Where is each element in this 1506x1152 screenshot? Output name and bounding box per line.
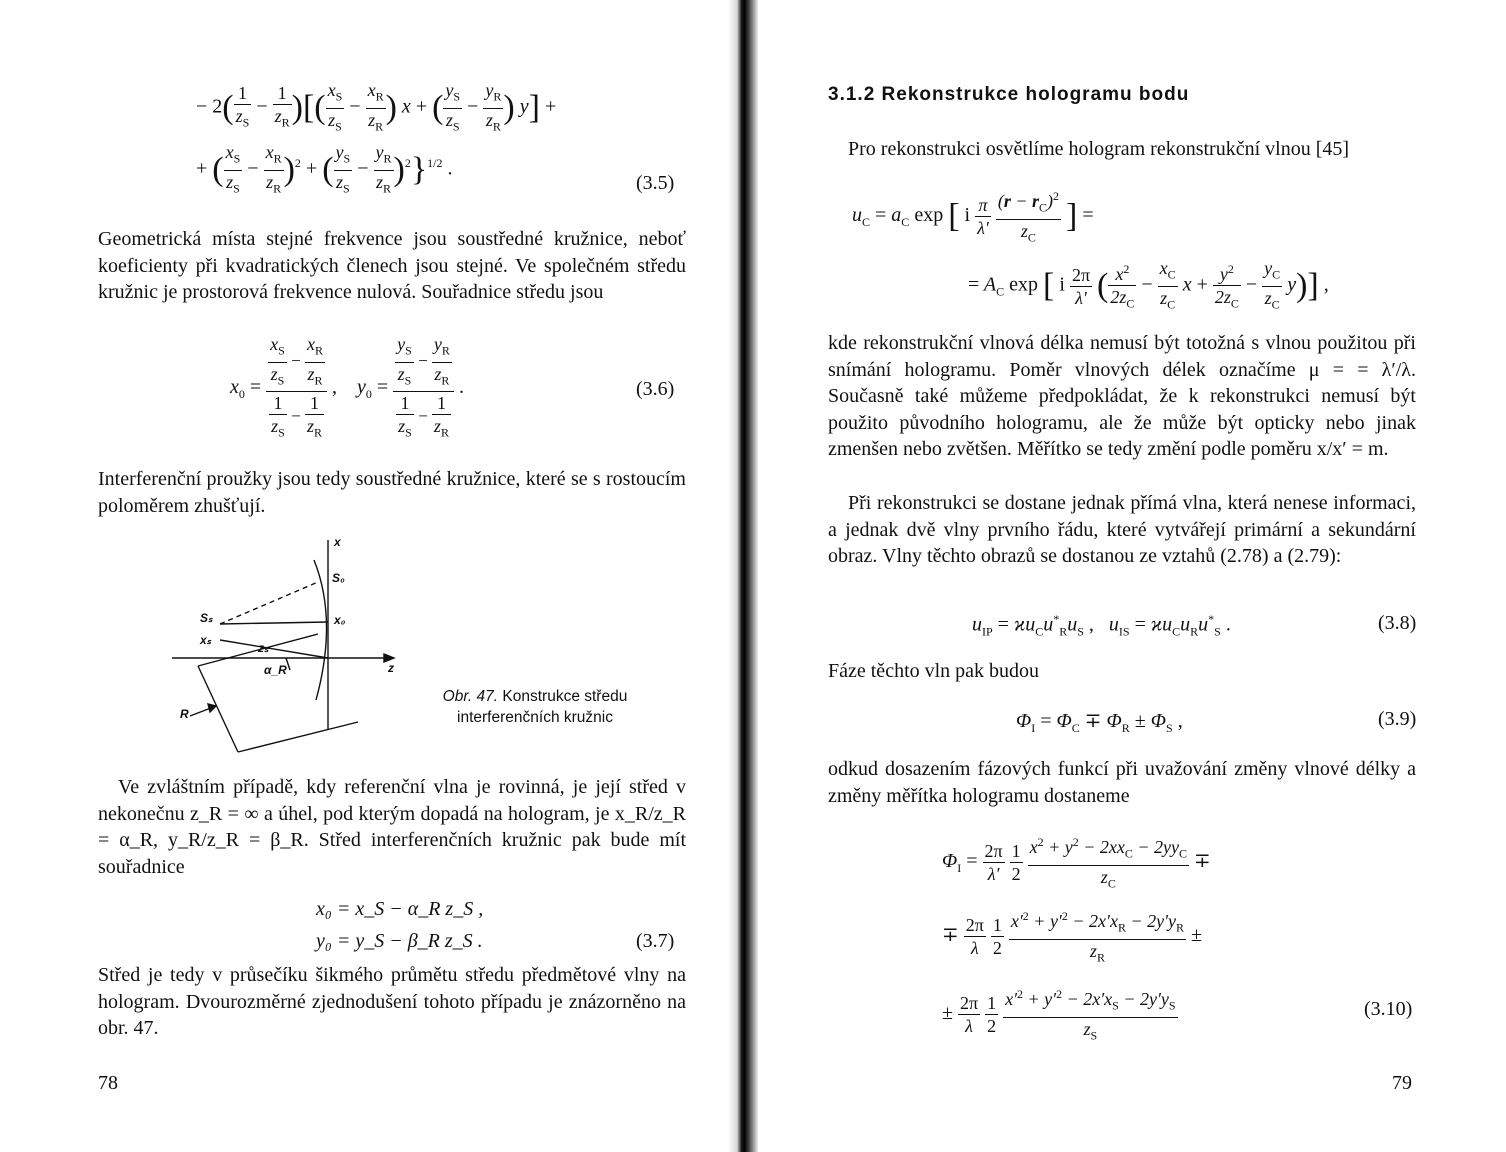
equation-3-10-line1: $\Phi_I$ = $\frac{2\pi}{\lambda'}$ $\frac{1}{2}$ $\frac{x^2 + y^2 - 2xx_C - 2yy_C}{z_C}$ ∓ bbox=[942, 832, 1211, 893]
label-Ss: Sₛ bbox=[200, 611, 213, 625]
paragraph: Interferenční proužky jsou tedy soustředné kružnice, které se s rostoucím poloměrem zhušťují. bbox=[98, 468, 686, 517]
equation-uc-line2: = $A_C$ exp [ i $\frac{2\pi}{\lambda'}$ ( $\frac{x^2}{2z_C}$ − $\frac{x_C}{z_C}$ x + $\frac{y^2}{2z_C}$ − $\frac{y_C}{z_C}$ y)] , bbox=[968, 258, 1329, 312]
reference-line bbox=[220, 622, 328, 624]
figure-47 bbox=[168, 530, 408, 770]
paragraph: kde rekonstrukční vlnová délka nemusí být totožná s vlnou použitou při snímání hologramu. Poměr vlnových délek označíme μ = = λ′/λ. Současně také můžeme předpokládat, že k rekonstrukci nemusí být použito původního hologramu, ale že může být opticky nebo jinak zmenšen nebo zvětšen. Měřítko se tedy změní podle poměru x/x′ = m. bbox=[828, 332, 1416, 460]
equation-3-6: $x_0$ = $\frac{x_S}{z_S}$ − $\frac{x_R}{z_R}$ $\frac{1}{z_S}$ − $\frac{1}{z_R}$ , $y_0$ = $\frac{y_S}{z_S}$ − $\frac{y_R}{z_R}$ $\frac{1}{z_S}$ − $\frac{1}{z_R}$ . bbox=[230, 334, 464, 440]
wave-left bbox=[198, 666, 238, 752]
paragraph: Střed je tedy v průsečíku šikmého průmětu středu předmětové vlny na hologram. Dvourozměrné zjednodušení tohoto případu je znázorněno na obr. 47. bbox=[98, 964, 686, 1039]
equation-number: (3.7) bbox=[636, 930, 675, 952]
label-x: x bbox=[334, 535, 341, 549]
label-xs: xₛ bbox=[200, 633, 212, 647]
equation-3-9: $\Phi_I = \Phi_C \mp \Phi_R \pm \Phi_S$ , bbox=[1016, 710, 1183, 735]
figure-caption bbox=[420, 686, 650, 728]
paragraph: odkud dosazením fázových funkcí při uvažování změny vlnové délky a změny měřítka hologramu dostaneme bbox=[828, 758, 1416, 807]
equation-3-10-line2: ∓ $\frac{2\pi}{\lambda}$ $\frac{1}{2}$ $\frac{x'^2 + y'^2 - 2x'x_R - 2y'y_R}{z_R}$ ± bbox=[942, 906, 1202, 967]
page-number: 79 bbox=[1392, 1072, 1412, 1094]
equation-number: (3.8) bbox=[1378, 612, 1417, 634]
paragraph: Při rekonstrukci se dostane jednak přímá vlna, která nenese informaci, a jednak dvě vlny prvního řádu, které vytvářejí primární a sekundární obraz. Vlny těchto obrazů se dostanou ze vztahů (2.78) a (2.79): bbox=[828, 492, 1416, 567]
equation-number: (3.9) bbox=[1378, 708, 1417, 730]
equation-number: (3.5) bbox=[636, 172, 675, 194]
hologram-curve bbox=[314, 560, 327, 700]
paragraph: Ve zvláštním případě, kdy referenční vlna je rovinná, je její střed v nekonečnu z_R = ∞ a úhel, pod kterým dopadá na hologram, je x_R/z_R = α_R, y_R/z_R = β_R. Střed interferenčních kružnic pak bude mít souřadnice bbox=[98, 776, 686, 878]
wave-lower bbox=[238, 722, 358, 752]
label-x0: x₀ bbox=[334, 613, 346, 627]
equation-uc-line1: $u_C = a_C$ exp [ i $\frac{\pi}{\lambda'}$ $\frac{(r - r_C)^2}{z_C}$ ] = bbox=[852, 186, 1094, 247]
equation-3-7-line1: x₀ = x_S − α_R z_S , bbox=[316, 898, 484, 920]
caption-prefix: Obr. 47. bbox=[442, 688, 499, 705]
section-heading: 3.1.2 Rekonstrukce hologramu bodu bbox=[828, 84, 1190, 105]
reference-ray-dashed bbox=[220, 582, 318, 624]
page-number: 78 bbox=[98, 1072, 118, 1094]
label-zs: zₛ bbox=[258, 641, 269, 655]
equation-3-7-line2: y₀ = y_S − β_R z_S . bbox=[316, 930, 483, 952]
paragraph: Pro rekonstrukci osvětlíme hologram rekonstrukční vlnou [45] bbox=[848, 138, 1350, 160]
caption-text: Konstrukce středu interferenčních kružnic bbox=[457, 688, 628, 726]
equation-3-5-line2: + ( $\frac{x_S}{z_S}$ − $\frac{x_R}{z_R}$ )$^2$ + ( $\frac{y_S}{z_S}$ − $\frac{y_R}{z_R}$ )$^2$}$^{1/2}$ . bbox=[196, 142, 453, 196]
label-alphaR: α_R bbox=[264, 663, 287, 677]
label-S0: S₀ bbox=[332, 571, 345, 585]
equation-3-8: $u_{IP} = ϰu_Cu^*_Ru_S$ , $u_{IS} = ϰu_Cu_Ru^*_S$ . bbox=[972, 612, 1231, 639]
equation-number: (3.6) bbox=[636, 378, 675, 400]
paragraph: Geometrická místa stejné frekvence jsou soustředné kružnice, neboť koeficienty při kvadratických členech jsou stejné. Ve společném středu kružnic je prostorová frekvence nulová. Souřadnice středu jsou bbox=[98, 228, 686, 303]
equation-3-5-line1: − 2( $\frac{1}{z_S}$ − $\frac{1}{z_R}$ )[( $\frac{x_S}{z_S}$ − $\frac{x_R}{z_R}$ ) x + ( $\frac{y_S}{z_S}$ − $\frac{y_R}{z_R}$ ) y] + bbox=[196, 80, 557, 134]
equation-number: (3.10) bbox=[1364, 998, 1413, 1020]
equation-3-10-line3: ± $\frac{2\pi}{\lambda}$ $\frac{1}{2}$ $\frac{x'^2 + y'^2 - 2x'x_S - 2y'y_S}{z_S}$ bbox=[942, 984, 1178, 1045]
label-z: z bbox=[388, 661, 394, 675]
paragraph: Fáze těchto vln pak budou bbox=[828, 660, 1040, 682]
book-spine bbox=[728, 0, 758, 1152]
label-R: R bbox=[180, 707, 189, 721]
